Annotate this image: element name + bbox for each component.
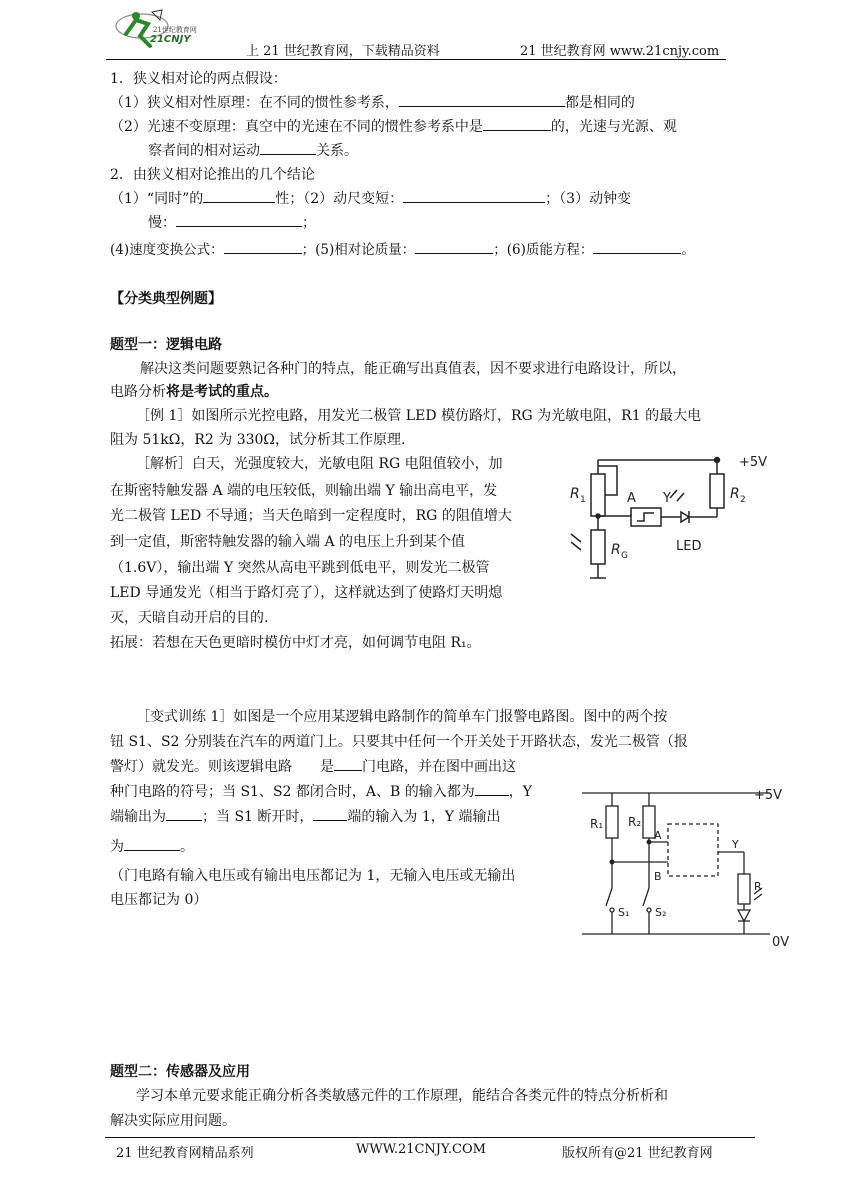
circuit2-s2-label: S₂: [655, 906, 667, 919]
header-left-text: 上 21 世纪教育网，下载精品资料: [246, 44, 440, 59]
analysis-line1: ［解析］白天，光强度较大，光敏电阻 RG 电阻值较小，加: [136, 456, 503, 472]
blank[interactable]: [593, 239, 681, 254]
analysis-line3: 光二极管 LED 不导通；当天色暗到一定程度时，RG 的阻值增大: [110, 508, 512, 524]
blank[interactable]: [403, 188, 545, 203]
analysis-line4: 到一定值，斯密特触发器的输入端 A 的电压上升到某个值: [110, 534, 466, 550]
logo-text-bottom: 21CNJY: [150, 34, 191, 45]
type1-title: 题型一：逻辑电路: [110, 337, 222, 353]
variant-line5: 端输出为 ；当 S1 断开时， 端的输入为 1，Y 端输出: [110, 806, 500, 826]
variant-line3: 警灯）就发光。则该逻辑电路 是 门电路，并在图中画出这: [110, 756, 516, 776]
variant-note1: （门电路有输入电压或有输出电压都记为 1，无输入电压或无输出: [110, 868, 516, 884]
variant-line2: 钮 S1、S2 分别装在汽车的两道门上。只要其中任何一个开关处于开路状态，发光二极管（报: [110, 734, 688, 750]
circuit1-rg-label: R: [611, 542, 621, 558]
blank[interactable]: [313, 806, 347, 821]
footer-right: 版权所有@21 世纪教育网: [562, 1146, 713, 1161]
footer-left: 21 世纪教育网精品系列: [116, 1146, 254, 1161]
header-right-text: 21 世纪教育网 www.21cnjy.com: [520, 44, 720, 59]
circuit2-b-label: B: [654, 870, 662, 883]
variant-line4: 种门电路的符号；当 S1、S2 都闭合时，A、B 的输入都为 ，Y: [110, 781, 532, 801]
circuit1-voltage: +5V: [739, 455, 768, 470]
circuit1-y-label: Y: [663, 491, 671, 506]
analysis-line7: 灭，天暗自动开启的目的.: [110, 610, 269, 626]
section2-title: 2．由狭义相对论推出的几个结论: [110, 167, 315, 183]
circuit1-led-label: LED: [676, 539, 702, 554]
blank[interactable]: [124, 836, 180, 851]
circuit2-r-label: R: [754, 880, 762, 893]
blank[interactable]: [260, 140, 316, 155]
car-door-alarm-circuit: [582, 776, 792, 954]
logo-text-top: 21世纪教育网: [153, 26, 197, 34]
section1-item2: （2）光速不变原理：真空中的光速在不同的惯性参考系中是 的，光速与光源、观: [110, 116, 677, 136]
section1-title: 1．狭义相对论的两点假设：: [110, 71, 287, 87]
blank[interactable]: [334, 756, 362, 771]
blank[interactable]: [399, 92, 565, 107]
svg-text:G: G: [621, 551, 628, 561]
analysis-line6: LED 导通发光（相当于路灯亮了），这样就达到了使路灯天明熄: [110, 585, 503, 601]
variant-line6: 为 。: [110, 836, 194, 856]
circuit1-a-label: A: [627, 491, 636, 506]
blank[interactable]: [415, 239, 493, 254]
type1-paragraph-cont: 电路分析将是考试的重点。: [110, 384, 278, 400]
blank[interactable]: [176, 212, 302, 227]
type2-paragraph-cont: 解决实际应用问题。: [110, 1113, 236, 1129]
analysis-line5: （1.6V），输出端 Y 突然从高电平跳到低电平，则发光二极管: [110, 560, 490, 576]
section2-line3: (4)速度变换公式： ；(5)相对论质量： ；(6)质能方程： 。: [110, 238, 695, 258]
circuit2-voltage: +5V: [754, 788, 783, 803]
type2-paragraph: 学习本单元要求能正确分析各类敏感元件的工作原理，能结合各类元件的特点分析析和: [136, 1088, 668, 1104]
section1-item1: （1）狭义相对性原理：在不同的惯性参考系， 都是相同的: [110, 92, 635, 112]
extension-question: 拓展：若想在天色更暗时模仿中灯才亮，如何调节电阻 R₁。: [110, 635, 481, 651]
section2-line2: 慢： ；: [148, 212, 316, 232]
header-rule: [106, 59, 726, 60]
circuit2-r2-label: R₂: [628, 815, 642, 829]
blank[interactable]: [203, 188, 275, 203]
analysis-line2: 在斯密特触发器 A 端的电压较低，则输出端 Y 输出高电平，发: [110, 483, 498, 499]
svg-text:2: 2: [740, 495, 746, 505]
example1-line2: 阻为 51kΩ，R2 为 330Ω，试分析其工作原理.: [110, 432, 406, 448]
blank[interactable]: [224, 239, 302, 254]
section1-item2-cont: 察者间的相对运动 关系。: [148, 140, 358, 160]
footer-rule: [105, 1137, 755, 1138]
circuit2-ground-label: 0V: [772, 935, 790, 950]
variant-note2: 电压都记为 0）: [110, 892, 208, 908]
circuit1-r1-label: R: [570, 486, 580, 502]
blank[interactable]: [475, 781, 509, 796]
blank[interactable]: [166, 806, 202, 821]
circuit1-r2-label: R: [730, 486, 740, 502]
variant-line1: ［变式训练 1］如图是一个应用某逻辑电路制作的简单车门报警电路图。图中的两个按: [136, 709, 668, 725]
circuit2-s1-label: S₁: [618, 906, 630, 919]
circuit2-r1-label: R₁: [590, 817, 604, 831]
svg-text:1: 1: [580, 495, 586, 505]
circuit2-y-label: Y: [732, 838, 739, 851]
footer-center: WWW.21CNJY.COM: [356, 1142, 486, 1157]
examples-heading: 【分类典型例题】: [110, 291, 222, 307]
type2-title: 题型二：传感器及应用: [110, 1064, 250, 1080]
section2-line1: （1）“同时”的 性；（2）动尺变短： ；（3）动钟变: [110, 188, 631, 208]
circuit2-a-label: A: [654, 829, 662, 842]
blank[interactable]: [483, 116, 551, 131]
example1-line1: ［例 1］如图所示光控电路，用发光二极管 LED 模仿路灯，RG 为光敏电阻，R1 的最大电: [136, 408, 702, 424]
light-control-circuit: [565, 446, 780, 591]
type1-paragraph: 解决这类问题要熟记各种门的特点，能正确写出真值表，因不要求进行电路设计，所以，: [140, 361, 686, 377]
